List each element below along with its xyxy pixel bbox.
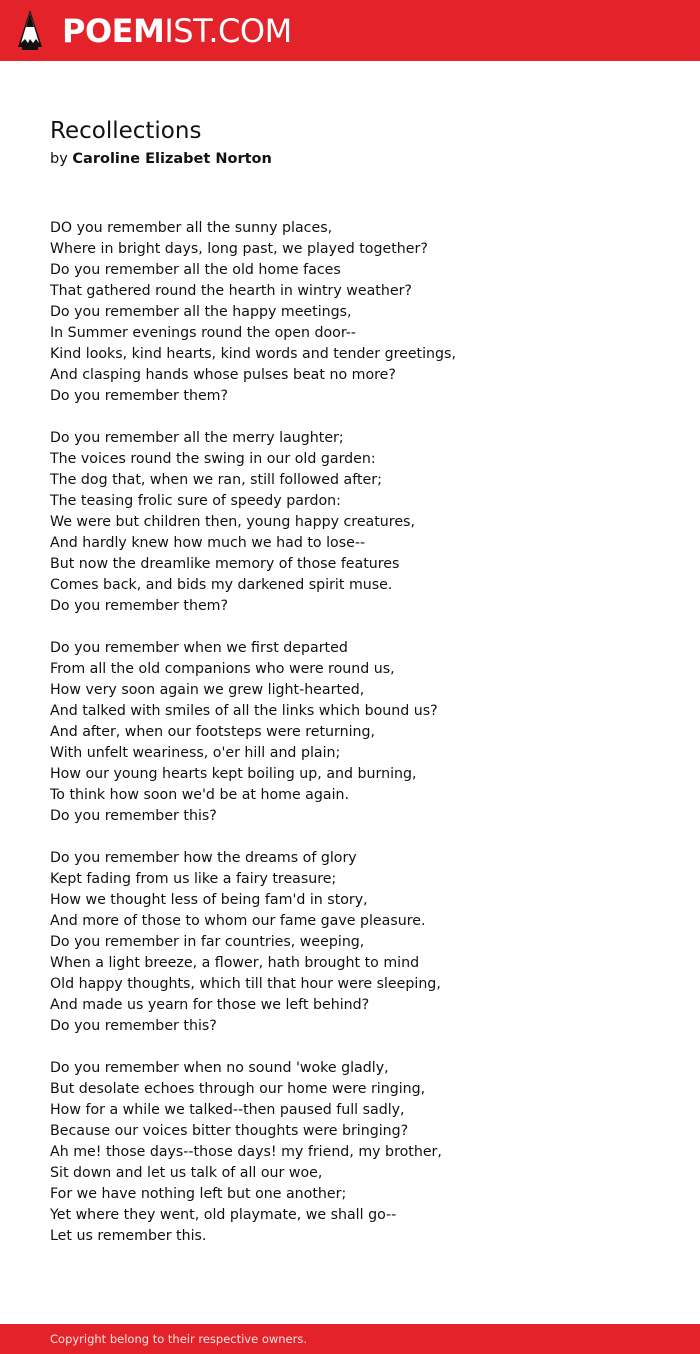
poem-line: Do you remember when we first departed [50,640,348,656]
poem-line: Sit down and let us talk of all our woe, [50,1165,323,1181]
poem-line: With unfelt weariness, o'er hill and plain; [50,745,341,761]
poem-line: Do you remember this? [50,1018,217,1034]
poem-line: Do you remember them? [50,388,229,404]
poem-line: Kept fading from us like a fairy treasure; [50,871,337,887]
poem-line: We were but children then, young happy creatures, [50,514,415,530]
poem-stanza [50,218,670,407]
site-logo[interactable] [62,11,292,51]
poem-line: How we thought less of being fam'd in story, [50,892,368,908]
poem-line: Do you remember all the old home faces [50,262,341,278]
by-label: by [50,151,68,167]
poem-line: Ah me! those days--those days! my friend, my brother, [50,1144,442,1160]
poem-line: For we have nothing left but one another; [50,1186,347,1202]
poem-line: The dog that, when we ran, still followed after; [50,472,382,488]
poem-line: Let us remember this. [50,1228,207,1244]
poem-line: How our young hearts kept boiling up, and burning, [50,766,417,782]
poem-line: And talked with smiles of all the links which bound us? [50,703,438,719]
logo-bold-text: POEM [62,12,165,50]
poem-line: And hardly knew how much we had to lose-- [50,535,366,551]
poem-line: The teasing frolic sure of speedy pardon: [50,493,341,509]
poem-line: Comes back, and bids my darkened spirit muse. [50,577,393,593]
poem-line: How for a while we talked--then paused full sadly, [50,1102,405,1118]
poem-line: From all the old companions who were round us, [50,661,395,677]
poem-line: In Summer evenings round the open door-- [50,325,357,341]
author-name: Caroline Elizabet Norton [72,151,272,167]
poem-body [50,218,670,1268]
poem-line: That gathered round the hearth in wintry weather? [50,283,412,299]
pen-nib-icon [17,10,43,51]
poem-line: Do you remember all the merry laughter; [50,430,344,446]
poem-line: Old happy thoughts, which till that hour were sleeping, [50,976,441,992]
copyright-text: Copyright belong to their respective owners. [50,1332,308,1346]
poem-line: Do you remember this? [50,808,217,824]
poem-line: The voices round the swing in our old garden: [50,451,376,467]
poem-line: Where in bright days, long past, we played together? [50,241,428,257]
poem-line: And made us yearn for those we left behind? [50,997,370,1013]
site-header [0,0,700,61]
byline [50,148,272,170]
poem-line: Do you remember how the dreams of glory [50,850,357,866]
poem-line: Do you remember in far countries, weeping, [50,934,365,950]
poem-line: Because our voices bitter thoughts were bringing? [50,1123,409,1139]
poem-line: Yet where they went, old playmate, we shall go-- [50,1207,397,1223]
poem-line: Do you remember all the happy meetings, [50,304,352,320]
poem-line: And after, when our footsteps were returning, [50,724,376,740]
poem-line: And more of those to whom our fame gave pleasure. [50,913,426,929]
poem-stanza [50,848,670,1037]
poem-stanza [50,428,670,617]
poem-line: How very soon again we grew light-hearted, [50,682,365,698]
poem-line: Kind looks, kind hearts, kind words and tender greetings, [50,346,456,362]
poem-title: Recollections [50,118,202,144]
site-footer [0,1324,700,1354]
poem-line: But desolate echoes through our home were ringing, [50,1081,426,1097]
poem-line: Do you remember when no sound 'woke gladly, [50,1060,389,1076]
poem-line: But now the dreamlike memory of those features [50,556,400,572]
logo-light-text: IST.COM [164,12,292,50]
poem-stanza [50,638,670,827]
poem-line: DO you remember all the sunny places, [50,220,333,236]
poem-stanza [50,1058,670,1247]
poem-line: To think how soon we'd be at home again. [50,787,350,803]
poem-line: Do you remember them? [50,598,229,614]
poem-line: When a light breeze, a flower, hath brought to mind [50,955,420,971]
poem-line: And clasping hands whose pulses beat no more? [50,367,396,383]
